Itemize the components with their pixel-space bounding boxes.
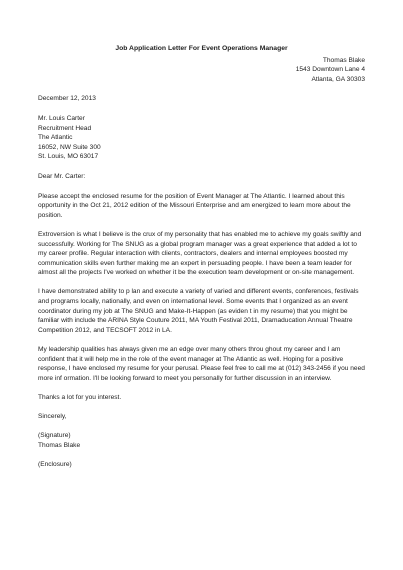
enclosure-note: (Enclosure) (38, 461, 72, 469)
body-paragraph-thanks: Thanks a lot for you interest. (38, 394, 122, 401)
sender-street: 1543 Downtown Lane 4 (295, 66, 365, 74)
body-paragraph-intro: Please accept the enclosed resume for the position of Event Manager at The Atlantic. I learned about this opportunity in the Oct 21, 2012 edition of the Missouri Enterprise and am energized to learn more about the position. (38, 192, 351, 219)
signature-placeholder: (Signature) (38, 432, 71, 440)
body-paragraph-experience: I have demonstrated ability to p lan and execute a variety of varied and different events, conferences, festivals and programs locally, nationally, and even on international level. Some events that I organized as an event coordinator during my job at The SNUG and Make-It-Happen (as eviden t in my resume) that you might be familiar with include the ARINA Style Couture 2011, MA Youth Festival 2011, Dramaducation Annual Theatre Competition 2012, and TECSOFT 2012 in LA. (38, 288, 359, 334)
valediction: Sincerely, (38, 413, 67, 421)
closing-name: Thomas Blake (38, 441, 81, 449)
sender-address (38, 56, 365, 85)
recipient-address (38, 114, 365, 162)
letter-date: December 12, 2013 (38, 95, 96, 103)
recipient-company: The Atlantic (38, 134, 73, 142)
letter-title: Job Application Letter For Event Operations Manager (115, 45, 288, 52)
closing-block (38, 412, 365, 470)
sender-name: Thomas Blake (322, 56, 365, 64)
body-paragraph-leadership: My leadership qualities has always given me an edge over many others throu ghout my career and I am confident that it will help me in the role of the event manager at The Atlantic as well. Hoping for a positive response, I have enclosed my resume for your perusal. Please feel free to call me at (012) 343-2456 if you need more inf ormation. I'll be looking forward to meet you personally for further discussion in an interview. (38, 346, 365, 382)
recipient-city: St. Louis, MO 63017 (38, 153, 99, 161)
recipient-name: Mr. Louis Carter (38, 114, 85, 122)
salutation: Dear Mr. Carter: (38, 172, 86, 180)
sender-city: Atlanta, GA 30303 (311, 75, 365, 83)
body-paragraph-personality: Extroversion is what I believe is the crux of my personality that has enabled me to achieve my goals swiftly and successfully. Working for The SNUG as a global program manager was a great experience that added a lot to my career profile. Regular interaction with clients, contractors, dealers and internal employees boosted my communication skills even further making me an expert in persuading people. I have been a team leader for almost all the projects I've worked on whether it be the execution team development or on-site management. (38, 230, 362, 277)
recipient-title: Recruitment Head (38, 124, 92, 132)
recipient-street: 16052, NW Suite 300 (38, 143, 101, 151)
